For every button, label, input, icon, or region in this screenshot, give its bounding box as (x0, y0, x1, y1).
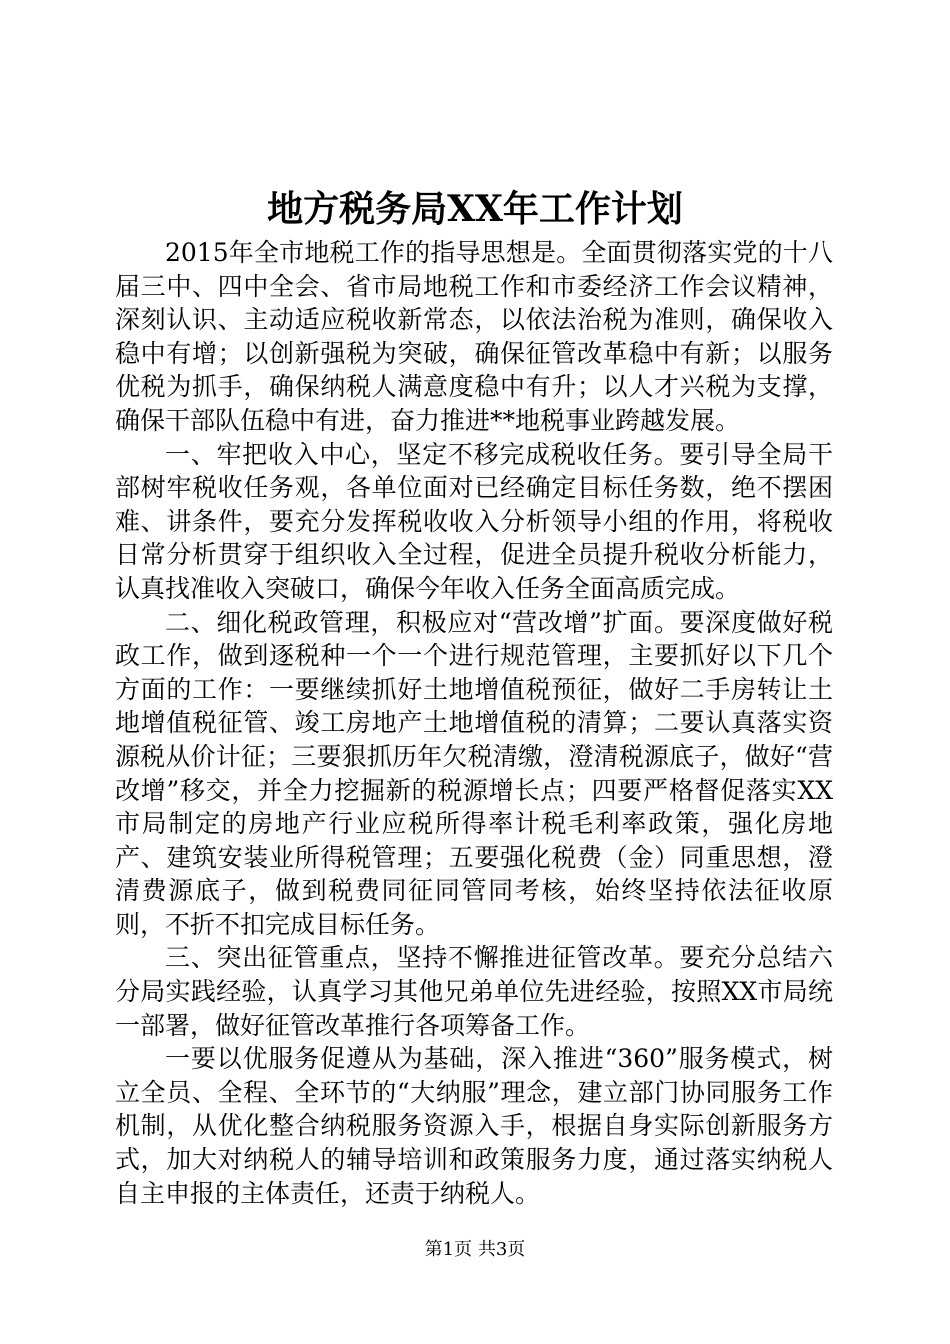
page-number-footer: 第1页 共3页 (424, 1239, 526, 1260)
paragraph-service-item: 一要以优服务促遵从为基础，深入推进“360”服务模式，树立全员、全程、全环节的“大纳服”理念，建立部门协同服务工作机制，从优化整合纳税服务资源入手，根据自身实际创新服务方式，加大对纳税人的辅导培训和政策服务力度，通过落实纳税人自主申报的主体责任，还责于纳税人。 (115, 1044, 833, 1208)
paragraph-section-two: 二、细化税政管理，积极应对“营改增”扩面。要深度做好税政工作，做到逐税种一个一个进行规范管理，主要抓好以下几个方面的工作：一要继续抓好土地增值税预征，做好二手房转让土地增值税征管、竣工房地产土地增值税的清算；二要认真落实资源税从价计征；三要狠抓历年欠税清缴，澄清税源底子，做好“营改增”移交，并全力挖掘新的税源增长点；四要严格督促落实XX市局制定的房地产行业应税所得率计税毛利率政策，强化房地产、建筑安装业所得税管理；五要强化税费（金）同重思想，澄清费源底子，做到税费同征同管同考核，始终坚持依法征收原则，不折不扣完成目标任务。 (115, 607, 833, 939)
document-title: 地方税务局XX年工作计划 (267, 188, 683, 230)
document-body (115, 236, 833, 1210)
paragraph-guiding-ideology: 2015年全市地税工作的指导思想是。全面贯彻落实党的十八届三中、四中全会、省市局地税工作和市委经济工作会议精神，深刻认识、主动适应税收新常态，以依法治税为准则，确保收入稳中有增；以创新强税为突破，确保征管改革稳中有新；以服务优税为抓手，确保纳税人满意度稳中有升；以人才兴税为支撑，确保干部队伍稳中有进，奋力推进**地税事业跨越发展。 (115, 238, 833, 435)
paragraph-section-three: 三、突出征管重点，坚持不懈推进征管改革。要充分总结六分局实践经验，认真学习其他兄弟单位先进经验，按照XX市局统一部署，做好征管改革推行各项筹备工作。 (115, 943, 833, 1040)
paragraph-section-one: 一、牢把收入中心，坚定不移完成税收任务。要引导全局干部树牢税收任务观，各单位面对已经确定目标任务数，绝不摆困难、讲条件，要充分发挥税收收入分析领导小组的作用，将税收日常分析贯穿于组织收入全过程，促进全员提升税收分析能力，认真找准收入突破口，确保今年收入任务全面高质完成。 (115, 439, 833, 603)
